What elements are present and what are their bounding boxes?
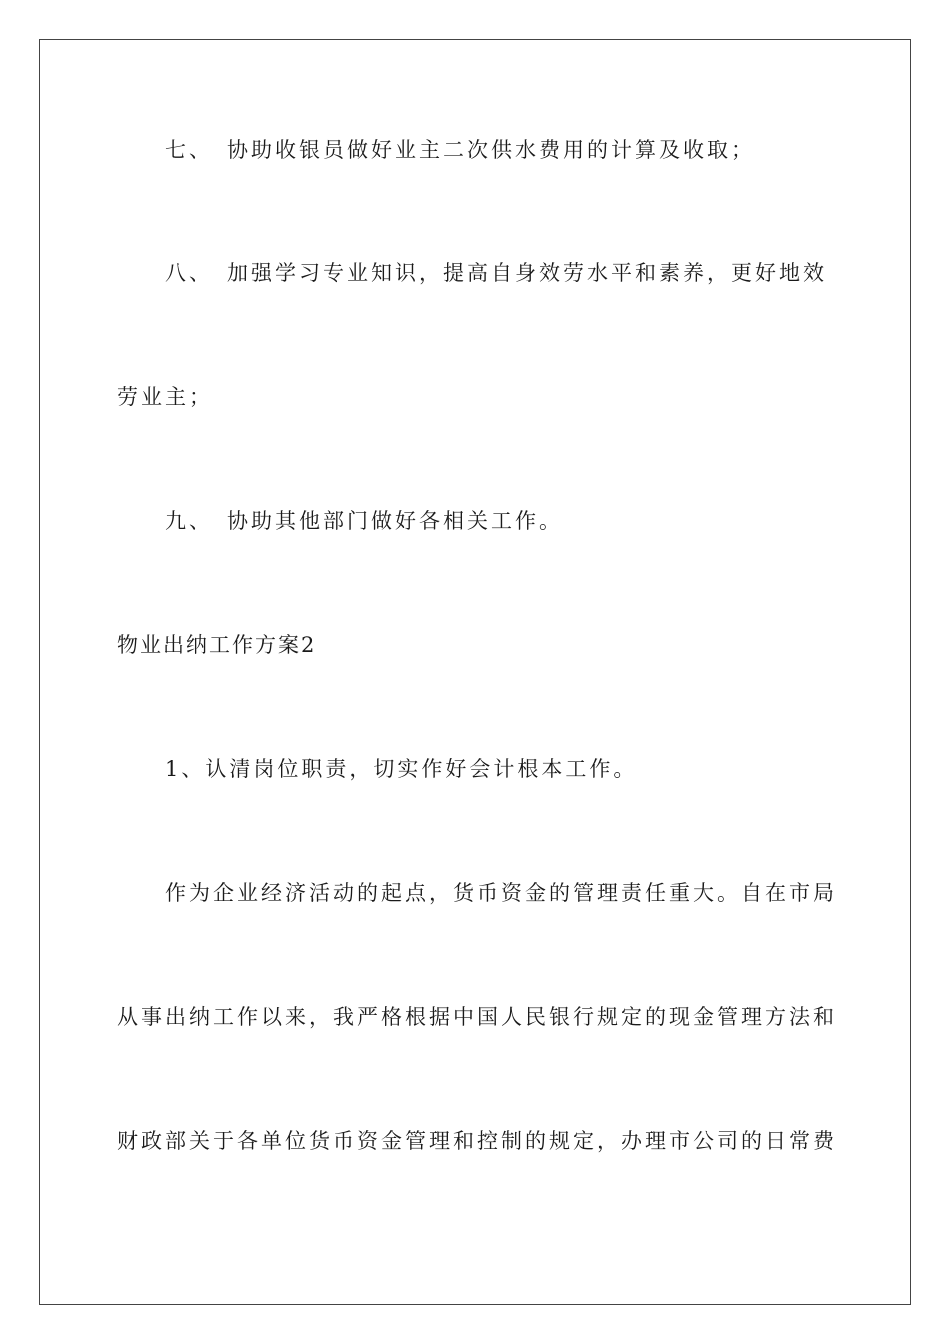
list-number: 九、 [165, 509, 213, 533]
page-border [39, 39, 911, 1305]
paragraph-line: 财政部关于各单位货币资金管理和控制的规定，办理市公司的日常费 [117, 1129, 837, 1153]
paragraph-line: 从事出纳工作以来，我严格根据中国人民银行规定的现金管理方法和 [117, 1005, 837, 1029]
section-heading: 物业出纳工作方案2 [117, 633, 317, 657]
list-number: 八、 [165, 261, 213, 285]
list-item-7 [165, 135, 755, 165]
list-item-text: 协助其他部门做好各相关工作。 [227, 509, 563, 533]
list-number: 七、 [165, 138, 213, 162]
list-item-9 [165, 506, 563, 536]
paragraph-line: 作为企业经济活动的起点，货币资金的管理责任重大。自在市局 [165, 881, 837, 905]
list-item-text: 协助收银员做好业主二次供水费用的计算及收取； [227, 138, 755, 162]
list-item-text: 加强学习专业知识，提高自身效劳水平和素养，更好地效 [227, 261, 827, 285]
list-item-8-continuation: 劳业主； [117, 385, 213, 409]
subsection-heading: 1、认清岗位职责，切实作好会计根本工作。 [165, 757, 638, 781]
list-item-8 [165, 258, 827, 288]
